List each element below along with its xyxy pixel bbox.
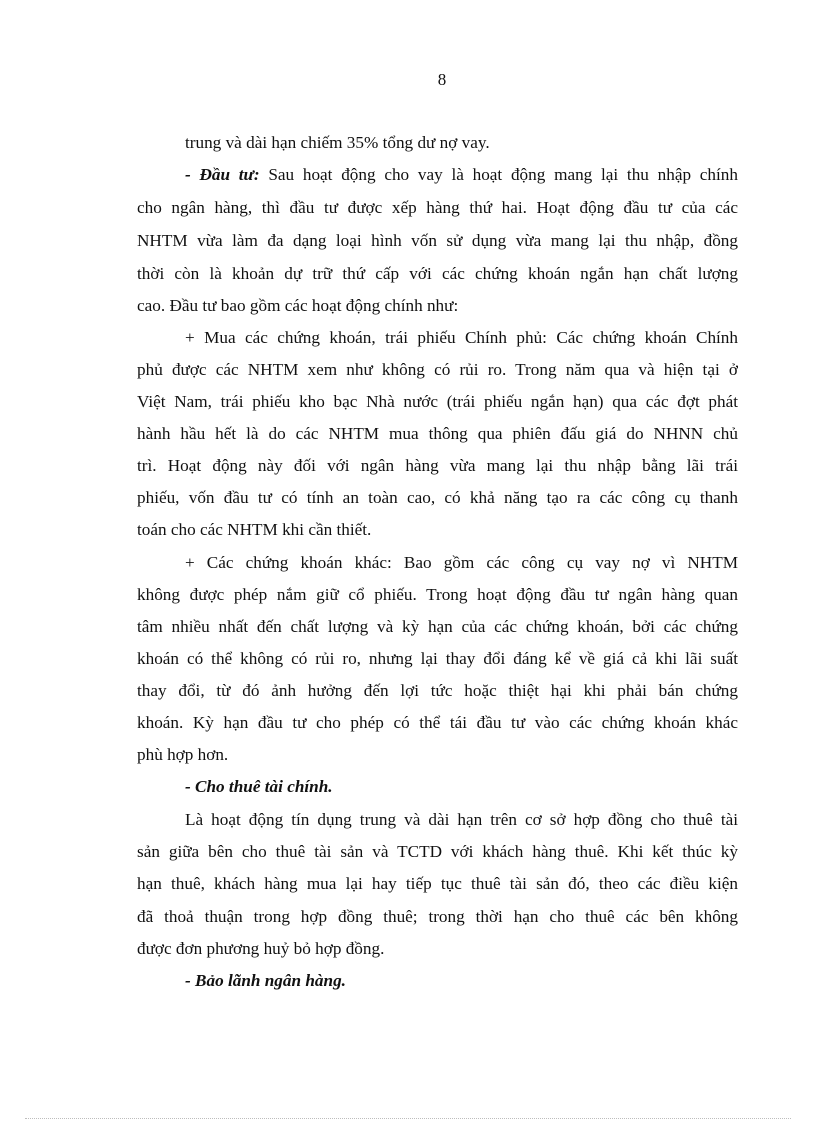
section-heading-dau-tu: - Đầu tư:: [185, 165, 260, 184]
text-line: phiếu, vốn đầu tư có tính an toàn cao, có khả năng tạo ra các công cụ thanh: [137, 488, 738, 507]
text-line: cho ngân hàng, thì đầu tư được xếp hàng thứ hai. Hoạt động đầu tư của các: [137, 198, 738, 217]
heading-dau-tu-line: [185, 159, 738, 191]
text-line: thời còn là khoản dự trữ thứ cấp với các chứng khoán ngắn hạn chất lượng: [137, 264, 738, 283]
section-heading-bao-lanh-ngan-hang: - Bảo lãnh ngân hàng.: [185, 971, 346, 990]
text-line: khoán có thể không có rủi ro, nhưng lại thay đổi đáng kể về giá cả khi lãi suất: [137, 649, 738, 668]
section-heading-cho-thue-tai-chinh: - Cho thuê tài chính.: [185, 777, 333, 796]
text-line: phủ được các NHTM xem như không có rủi ro. Trong năm qua và hiện tại ở: [137, 360, 738, 379]
text-line: Việt Nam, trái phiếu kho bạc Nhà nước (trái phiếu ngắn hạn) qua các đợt phát: [137, 392, 738, 411]
text-line: + Các chứng khoán khác: Bao gồm các công cụ vay nợ vì NHTM: [185, 553, 738, 572]
text-line: tâm nhiều nhất đến chất lượng và kỳ hạn của các chứng khoán, bởi các chứng: [137, 617, 738, 636]
text-line: hành hầu hết là do các NHTM mua thông qua phiên đấu giá do NHNN chủ: [137, 424, 738, 443]
text-line: + Mua các chứng khoán, trái phiếu Chính phủ: Các chứng khoán Chính: [185, 328, 738, 347]
text-line: phù hợp hơn.: [137, 745, 229, 764]
text-line: cao. Đầu tư bao gồm các hoạt động chính như:: [137, 296, 459, 315]
text-line: khoán. Kỳ hạn đầu tư cho phép có thể tái đầu tư vào các chứng khoán khác: [137, 713, 738, 732]
text-line: đã thoả thuận trong hợp đồng thuê; trong thời hạn cho thuê các bên không: [137, 907, 738, 926]
text-line: được đơn phương huỷ bỏ hợp đồng.: [137, 939, 385, 958]
page-number: 8: [437, 70, 447, 89]
text-line: trung và dài hạn chiếm 35% tổng dư nợ vay.: [185, 133, 490, 152]
text-line: toán cho các NHTM khi cần thiết.: [137, 520, 372, 539]
page-bottom-border: [25, 1118, 791, 1119]
text-line: thay đổi, từ đó ảnh hưởng đến lợi tức hoặc thiệt hại khi phải bán chứng: [137, 681, 738, 700]
text-line: không được phép nắm giữ cổ phiếu. Trong hoạt động đầu tư ngân hàng quan: [137, 585, 738, 604]
text-line: hạn thuê, khách hàng mua lại hay tiếp tục thuê tài sản đó, theo các điều kiện: [137, 874, 738, 893]
text-line: trì. Hoạt động này đối với ngân hàng vừa mang lại thu nhập bằng lãi trái: [137, 456, 738, 475]
text-line: sản giữa bên cho thuê tài sản và TCTD với khách hàng thuê. Khi kết thúc kỳ: [137, 842, 738, 861]
text-line: NHTM vừa làm đa dạng loại hình vốn sử dụng vừa mang lại thu nhập, đồng: [137, 231, 738, 250]
text-span: Sau hoạt động cho vay là hoạt động mang lại thu nhập chính: [259, 165, 738, 184]
text-line: Là hoạt động tín dụng trung và dài hạn trên cơ sở hợp đồng cho thuê tài: [185, 810, 738, 829]
